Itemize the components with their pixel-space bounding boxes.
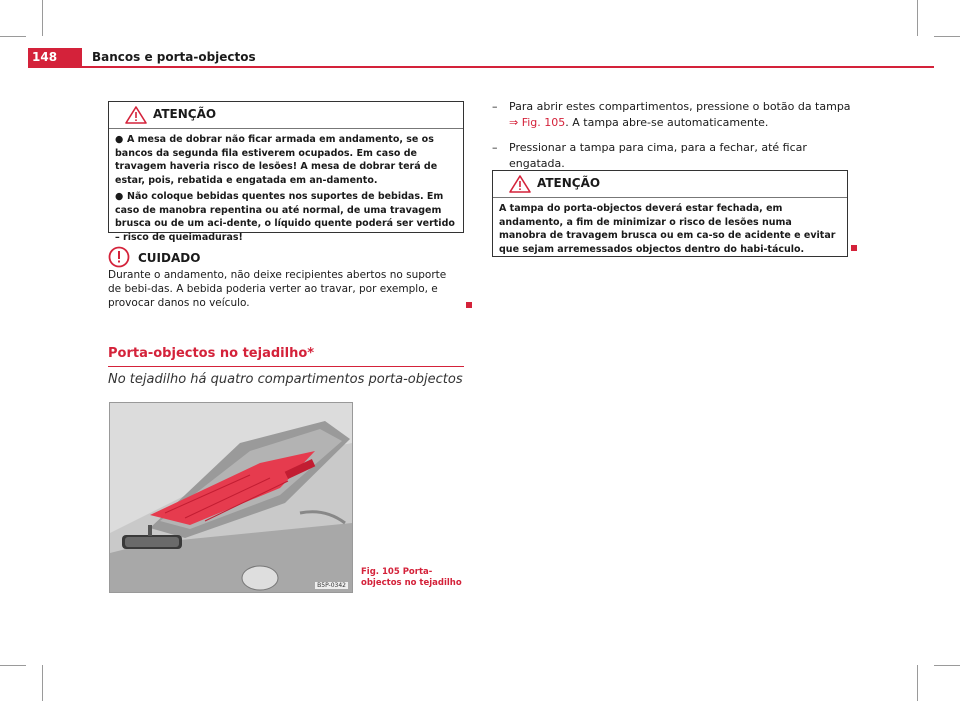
crop-mark (917, 665, 918, 701)
section-intro: No tejadilho há quatro compartimentos porta-objectos (108, 372, 463, 387)
warning-header (493, 171, 847, 198)
warning-triangle-icon (125, 106, 147, 124)
warning-box-lid (492, 170, 848, 257)
crop-mark (0, 665, 26, 666)
warning-title: ATENÇÃO (537, 176, 601, 190)
crop-mark (42, 665, 43, 701)
crop-mark (934, 665, 960, 666)
section-end-mark (851, 245, 857, 251)
crop-mark (0, 36, 26, 37)
warning-item: ● Não coloque bebidas quentes nos suportes de bebidas. Em caso de manobra repentina ou até normal, de uma travagem brusca ou de um aci-dente, o líquido quente poderá ser vertido – risco de queimaduras! (115, 191, 455, 243)
warning-header (109, 102, 463, 129)
section-rule (108, 366, 464, 367)
warning-item: ● A mesa de dobrar não ficar armada em andamento, se os bancos da segunda fila estiverem ocupados. Em caso de travagem haveria risco de lesões! A mesa de dobrar terá de estar, pois, rebatida e engatada em an-damento. (115, 134, 438, 186)
page-number: 148 (28, 48, 82, 67)
section-end-mark (466, 302, 472, 308)
warning-box-tables (108, 101, 464, 243)
page-title: Bancos e porta-objectos (92, 50, 256, 64)
figure-code: B5P-0342 (317, 582, 346, 589)
list-item: – Para abrir estes compartimentos, pressione o botão da tampa ⇒ Fig. 105. A tampa abre-se automaticamente. (492, 100, 851, 129)
warning-title: ATENÇÃO (153, 107, 217, 121)
caution-icon (108, 246, 130, 268)
header-rule (28, 66, 934, 68)
figure-caption: Fig. 105 Porta-objectos no tejadilho (361, 567, 462, 588)
warning-body (109, 129, 463, 251)
crop-mark (934, 36, 960, 37)
list-item: – Pressionar a tampa para cima, para a fechar, até ficar engatada. (492, 141, 807, 170)
caution-title: CUIDADO (138, 251, 201, 265)
crop-mark (42, 0, 43, 36)
warning-triangle-icon (509, 175, 531, 193)
crop-mark (917, 0, 918, 36)
figure-link[interactable]: ⇒ Fig. 105 (509, 116, 566, 129)
section-title: Porta-objectos no tejadilho* (108, 346, 315, 361)
warning-body: A tampa do porta-objectos deverá estar fechada, em andamento, a fim de minimizar o risco de lesões numa manobra de travagem brusca ou em ca-so de acidente e evitar que sejam arremessados objectos dentro do habi-táculo. (499, 203, 836, 255)
caution-text: Durante o andamento, não deixe recipientes abertos no suporte de bebi-das. A bebida poderia verter ao travar, por exemplo, e provocar danos no veículo. (108, 269, 447, 309)
figure-roof-storage (109, 402, 353, 593)
roof-storage-illustration (110, 403, 352, 592)
